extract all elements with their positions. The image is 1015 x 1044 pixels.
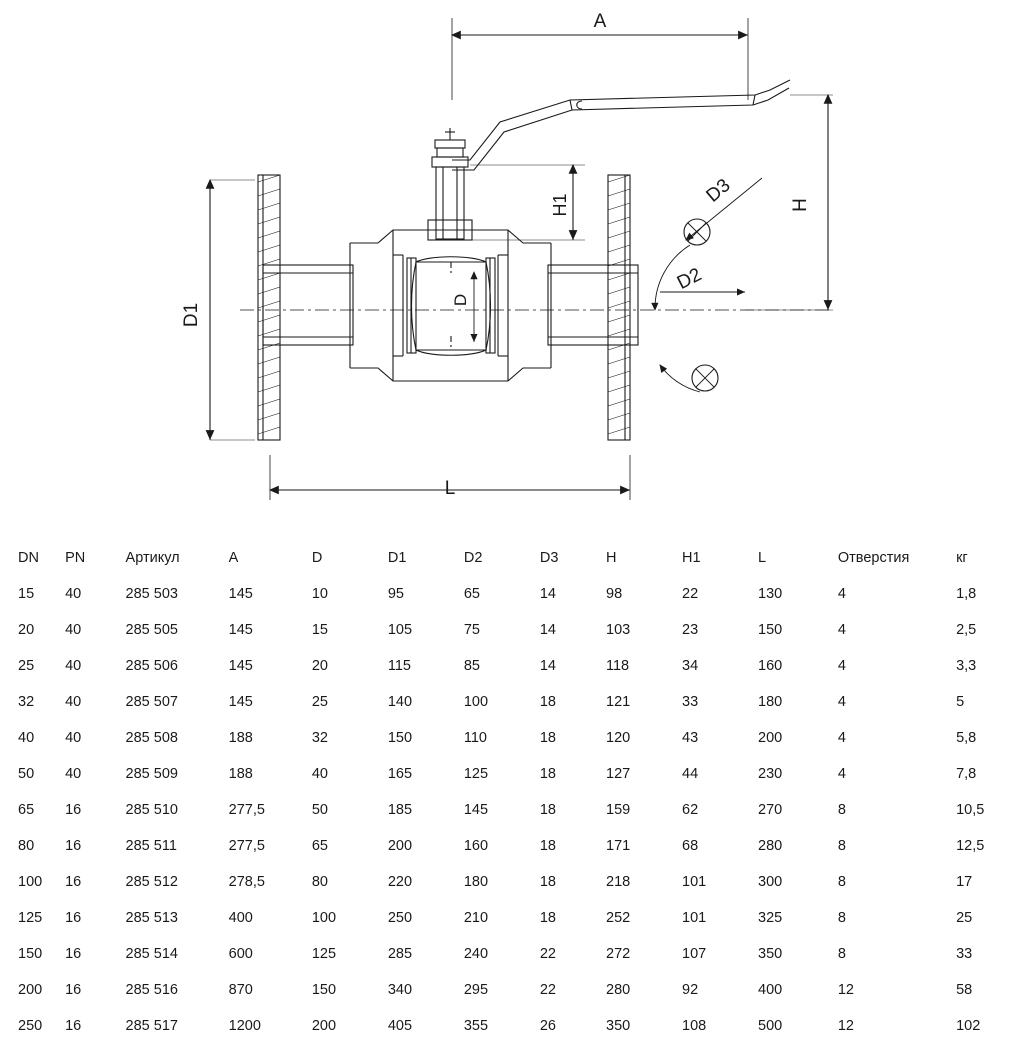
table-row	[0, 648, 1015, 684]
table-cell: 65	[463, 586, 480, 602]
table-cell: 100	[463, 694, 489, 710]
table-cell: 180	[758, 694, 783, 710]
table-cell: 145	[463, 802, 489, 818]
table-cell: 285 509	[125, 766, 178, 782]
table-cell: 125	[18, 910, 43, 926]
table-cell: 4	[837, 658, 846, 674]
table-cell: 240	[463, 946, 489, 962]
table-cell: 26	[539, 1018, 556, 1034]
table-cell: 4	[837, 694, 846, 710]
table-cell: 20	[18, 622, 35, 638]
table-cell: 200	[311, 1018, 337, 1034]
table-cell: 125	[311, 946, 337, 962]
table-cell: 20	[311, 658, 328, 674]
table-cell: 40	[65, 586, 82, 602]
column-header-article: Артикул	[125, 550, 180, 566]
table-cell: 80	[311, 874, 328, 890]
table-cell: 43	[682, 730, 699, 746]
table-cell: 12	[837, 982, 854, 998]
table-cell: 50	[311, 802, 328, 818]
valve-specification-table	[0, 540, 1015, 1044]
table-cell: 272	[606, 946, 631, 962]
dimension-label-d2: D2	[673, 264, 706, 294]
table-cell: 285	[387, 946, 413, 962]
table-cell: 17	[956, 874, 973, 890]
table-cell: 118	[606, 658, 630, 674]
table-cell: 40	[311, 766, 328, 782]
table-cell: 220	[387, 874, 413, 890]
table-cell: 400	[228, 910, 253, 926]
table-cell: 75	[463, 622, 480, 638]
table-cell: 270	[758, 802, 783, 818]
table-cell: 22	[539, 982, 556, 998]
table-cell: 8	[837, 802, 846, 818]
table-cell: 1,8	[956, 586, 977, 602]
table-cell: 159	[606, 802, 631, 818]
table-cell: 25	[956, 910, 973, 926]
table-cell: 285 513	[125, 910, 178, 926]
table-cell: 3,3	[956, 658, 977, 674]
dimension-label-a: A	[593, 11, 607, 32]
table-cell: 105	[387, 622, 413, 638]
table-cell: 62	[682, 802, 699, 818]
table-cell: 145	[228, 586, 253, 602]
table-cell: 18	[539, 766, 556, 782]
table-cell: 25	[18, 658, 35, 674]
table-cell: 127	[606, 766, 631, 782]
table-cell: 285 506	[125, 658, 178, 674]
table-cell: 65	[311, 838, 328, 854]
table-cell: 277,5	[228, 802, 265, 818]
table-cell: 22	[682, 586, 699, 602]
table-cell: 18	[539, 730, 556, 746]
table-cell: 16	[65, 874, 82, 890]
table-cell: 2,5	[956, 622, 977, 638]
table-cell: 285 507	[125, 694, 178, 710]
table-cell: 285 517	[125, 1018, 178, 1034]
table-cell: 280	[606, 982, 631, 998]
table-cell: 145	[228, 658, 253, 674]
table-cell: 150	[311, 982, 337, 998]
table-cell: 5	[956, 694, 965, 710]
table-cell: 200	[18, 982, 43, 998]
table-cell: 285 512	[125, 874, 178, 890]
table-cell: 16	[65, 802, 82, 818]
table-row	[0, 612, 1015, 648]
dimension-label-h: H	[790, 198, 811, 212]
table-cell: 95	[387, 586, 404, 602]
table-cell: 14	[539, 622, 556, 638]
table-cell: 295	[463, 982, 489, 998]
column-header-dn: DN	[18, 550, 39, 566]
table-cell: 8	[837, 910, 846, 926]
table-cell: 108	[682, 1018, 707, 1034]
table-cell: 40	[18, 730, 35, 746]
table-cell: 18	[539, 802, 556, 818]
table-cell: 18	[539, 838, 556, 854]
table-cell: 405	[387, 1018, 413, 1034]
table-cell: 16	[65, 1018, 82, 1034]
table-cell: 350	[758, 946, 783, 962]
column-header-h1: H1	[682, 550, 701, 566]
table-cell: 33	[682, 694, 699, 710]
table-cell: 68	[682, 838, 699, 854]
table-cell: 185	[387, 802, 413, 818]
table-cell: 15	[18, 586, 35, 602]
table-cell: 160	[758, 658, 783, 674]
table-cell: 4	[837, 730, 846, 746]
table-cell: 110	[463, 730, 487, 746]
table-cell: 40	[65, 730, 82, 746]
table-cell: 160	[463, 838, 489, 854]
table-cell: 10	[311, 586, 328, 602]
table-cell: 8	[837, 874, 846, 890]
table-header-row	[0, 540, 1015, 576]
dimension-label-l: L	[444, 478, 456, 499]
table-cell: 103	[606, 622, 631, 638]
dimension-label-d1: D1	[181, 302, 202, 328]
table-row	[0, 936, 1015, 972]
table-cell: 32	[18, 694, 35, 710]
table-row	[0, 792, 1015, 828]
table-cell: 98	[606, 586, 623, 602]
table-cell: 18	[539, 874, 556, 890]
table-cell: 85	[463, 658, 480, 674]
table-cell: 1200	[228, 1018, 261, 1034]
table-cell: 4	[837, 766, 846, 782]
table-cell: 250	[18, 1018, 43, 1034]
table-cell: 300	[758, 874, 783, 890]
table-cell: 40	[65, 658, 82, 674]
table-cell: 140	[387, 694, 413, 710]
column-header-l: L	[758, 550, 767, 566]
table-cell: 210	[463, 910, 489, 926]
column-header-d1: D1	[387, 550, 407, 566]
table-row	[0, 684, 1015, 720]
table-cell: 250	[387, 910, 413, 926]
table-cell: 12	[837, 1018, 854, 1034]
table-cell: 200	[387, 838, 413, 854]
table-cell: 165	[387, 766, 413, 782]
table-row	[0, 828, 1015, 864]
table-cell: 40	[65, 694, 82, 710]
table-cell: 870	[228, 982, 253, 998]
table-row	[0, 900, 1015, 936]
table-cell: 600	[228, 946, 253, 962]
table-cell: 44	[682, 766, 699, 782]
table-row	[0, 972, 1015, 1008]
table-cell: 5,8	[956, 730, 977, 746]
table-cell: 14	[539, 658, 556, 674]
table-row	[0, 720, 1015, 756]
table-cell: 16	[65, 982, 82, 998]
table-cell: 65	[18, 802, 35, 818]
table-cell: 101	[682, 910, 707, 926]
table-cell: 230	[758, 766, 783, 782]
table-cell: 145	[228, 622, 253, 638]
table-cell: 7,8	[956, 766, 977, 782]
table-cell: 80	[18, 838, 35, 854]
table-cell: 100	[18, 874, 43, 890]
table-cell: 120	[606, 730, 631, 746]
table-cell: 500	[758, 1018, 783, 1034]
table-cell: 285 505	[125, 622, 178, 638]
table-cell: 92	[682, 982, 699, 998]
table-cell: 150	[387, 730, 413, 746]
table-cell: 278,5	[228, 874, 265, 890]
column-header-pn: PN	[65, 550, 86, 566]
column-header-h: H	[606, 550, 617, 566]
dimension-label-d: D	[451, 293, 470, 307]
table-cell: 171	[606, 838, 631, 854]
table-cell: 277,5	[228, 838, 265, 854]
table-cell: 188	[228, 766, 253, 782]
table-cell: 16	[65, 838, 82, 854]
column-header-holes: Отверстия	[837, 550, 910, 566]
table-cell: 58	[956, 982, 973, 998]
table-cell: 145	[228, 694, 253, 710]
table-cell: 180	[463, 874, 489, 890]
table-cell: 340	[387, 982, 413, 998]
column-header-weight: кг	[956, 550, 968, 566]
table-cell: 325	[758, 910, 783, 926]
table-cell: 200	[758, 730, 783, 746]
table-cell: 285 508	[125, 730, 178, 746]
table-cell: 285 503	[125, 586, 178, 602]
table-cell: 32	[311, 730, 328, 746]
table-cell: 25	[311, 694, 328, 710]
table-cell: 4	[837, 622, 846, 638]
table-cell: 23	[682, 622, 699, 638]
table-cell: 8	[837, 838, 846, 854]
table-cell: 14	[539, 586, 556, 602]
table-cell: 101	[682, 874, 707, 890]
table-row	[0, 864, 1015, 900]
table-cell: 285 510	[125, 802, 178, 818]
table-cell: 188	[228, 730, 253, 746]
table-row	[0, 1008, 1015, 1044]
table-cell: 285 511	[125, 838, 177, 854]
table-cell: 400	[758, 982, 783, 998]
table-cell: 40	[65, 766, 82, 782]
table-row	[0, 756, 1015, 792]
table-cell: 121	[606, 694, 631, 710]
table-cell: 150	[758, 622, 783, 638]
table-cell: 8	[837, 946, 846, 962]
dimension-label-h1: H1	[550, 193, 570, 217]
table-cell: 285 516	[125, 982, 178, 998]
table-cell: 50	[18, 766, 35, 782]
table-cell: 18	[539, 694, 556, 710]
dimension-label-d3: D3	[702, 174, 735, 207]
table-cell: 22	[539, 946, 556, 962]
table-cell: 10,5	[956, 802, 985, 818]
table-cell: 33	[956, 946, 973, 962]
table-cell: 15	[311, 622, 328, 638]
table-cell: 285 514	[125, 946, 178, 962]
table-cell: 4	[837, 586, 846, 602]
column-header-d3: D3	[539, 550, 559, 566]
table-cell: 18	[539, 910, 556, 926]
table-cell: 115	[387, 658, 411, 674]
table-row	[0, 576, 1015, 612]
table-cell: 34	[682, 658, 699, 674]
table-cell: 16	[65, 910, 82, 926]
column-header-a: A	[228, 550, 239, 566]
table-cell: 40	[65, 622, 82, 638]
table-cell: 355	[463, 1018, 489, 1034]
specification-table-container	[0, 540, 1015, 1044]
table-cell: 150	[18, 946, 43, 962]
column-header-d: D	[311, 550, 323, 566]
table-cell: 102	[956, 1018, 981, 1034]
table-cell: 100	[311, 910, 337, 926]
table-cell: 218	[606, 874, 631, 890]
table-cell: 280	[758, 838, 783, 854]
table-cell: 130	[758, 586, 783, 602]
table-cell: 350	[606, 1018, 631, 1034]
column-header-d2: D2	[463, 550, 483, 566]
table-cell: 125	[463, 766, 489, 782]
table-cell: 107	[682, 946, 707, 962]
table-cell: 12,5	[956, 838, 985, 854]
table-cell: 252	[606, 910, 631, 926]
table-cell: 16	[65, 946, 82, 962]
